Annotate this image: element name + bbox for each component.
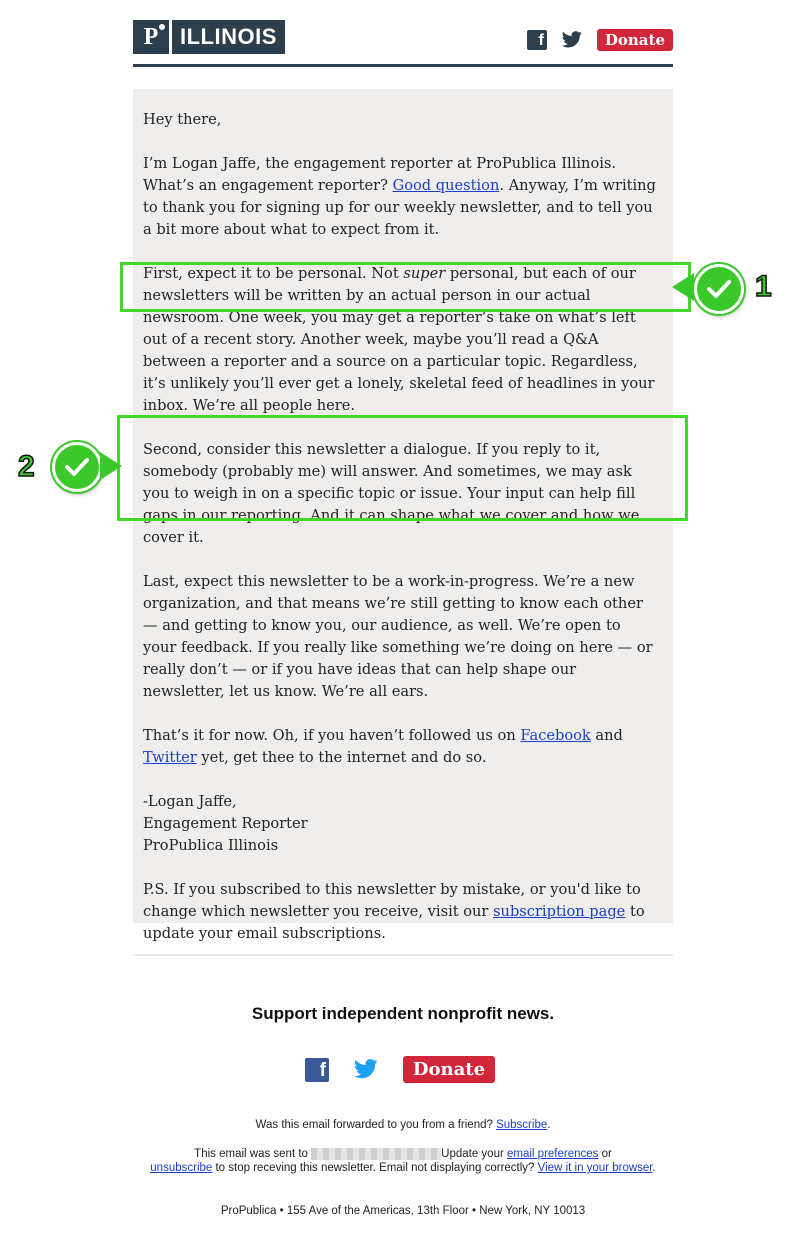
logo-mark-letter: P — [143, 23, 159, 50]
annotation-number-1: 1 — [755, 270, 772, 303]
ps-text-a: P.S. If you subscribed to this newsletter by mistake, or you'd like to change which newsletter you receive, visit our — [143, 881, 641, 920]
highlight-box-1 — [120, 262, 691, 312]
footer-donate-button[interactable]: Donate — [403, 1056, 495, 1083]
annotation-arrow-2 — [100, 452, 122, 480]
logo-dot — [159, 24, 165, 30]
twitter-link[interactable]: Twitter — [143, 749, 197, 766]
view-in-browser-link[interactable]: View it in your browser — [537, 1162, 653, 1174]
forwarded-text: Was this email forwarded to you from a friend? — [255, 1119, 497, 1131]
good-question-link[interactable]: Good question — [392, 177, 500, 194]
paragraph-dialogue: Second, consider this newsletter a dialogue. If you reply to it, somebody (probably me) will answer. And sometimes, we may ask you to weigh in on a specific topic or issue. Your input can help fill gaps in our reporting. And it can shape what we cover and how we cover it. — [143, 441, 640, 546]
checkmark-badge-2 — [52, 442, 102, 492]
highlight-box-2 — [117, 415, 688, 521]
propublica-logo-mark — [133, 20, 169, 54]
p2-text-b: personal, but each of our newsletters will be written by an actual person in our actual newsroom. One week, you may get a reporter’s take on what’s left out of a recent story. Another week, maybe you’ll read a Q&A between a reporter and a source on a particular topic. Regardless, it’s unlikely you’ll ever get a lonely, skeletal feed of headlines in your inbox. We’re all people here. — [143, 265, 655, 414]
facebook-icon[interactable] — [305, 1058, 329, 1082]
update-your-text: Update your — [441, 1148, 507, 1160]
signature-title: Engagement Reporter — [143, 815, 308, 832]
checkmark-badge-1 — [694, 264, 744, 314]
facebook-icon[interactable] — [527, 30, 547, 50]
mailing-address: ProPublica • 155 Ave of the Americas, 13th Floor • New York, NY 10013 — [220, 1205, 586, 1217]
propublica-illinois-logo[interactable] — [133, 20, 285, 54]
redacted-email — [311, 1148, 441, 1160]
signature — [143, 791, 658, 857]
paragraph-intro — [143, 153, 658, 241]
p5-text-a: That’s it for now. Oh, if you haven’t followed us on — [143, 727, 521, 744]
facebook-letter: f — [538, 32, 544, 49]
p5-text-b: yet, get thee to the internet and do so. — [196, 749, 487, 766]
forwarded-notice: Was this email forwarded to you from a friend? Subscribe. — [255, 1119, 551, 1131]
check-icon — [64, 456, 90, 478]
paragraph-follow — [143, 725, 658, 769]
annotation-arrow-1 — [672, 273, 694, 301]
signature-name: -Logan Jaffe, — [143, 793, 237, 810]
subscribe-link[interactable]: Subscribe — [496, 1119, 548, 1131]
header-donate-button[interactable]: Donate — [597, 29, 673, 51]
footer-divider — [133, 954, 673, 956]
signature-org: ProPublica Illinois — [143, 837, 279, 854]
paragraph-work-in-progress: Last, expect this newsletter to be a work-in-progress. We’re a new organization, and that means we’re still getting to know each other — and getting to know you, our audience, as well. We’re open to your feedback. If you really like something we’re doing on here — or really don’t — or if you have ideas that can help shape our newsletter, let us know. We’re all ears. — [143, 573, 653, 700]
twitter-icon[interactable] — [561, 31, 583, 49]
support-heading: Support independent nonprofit news. — [251, 1004, 555, 1023]
email-header — [133, 18, 673, 64]
postscript — [143, 879, 658, 945]
or-text: or — [598, 1148, 612, 1160]
check-icon — [706, 278, 732, 300]
ps-text-b: to update your email subscriptions. — [143, 903, 645, 942]
footer-social-links — [0, 1056, 800, 1083]
subscription-page-link[interactable]: subscription page — [493, 903, 626, 920]
twitter-icon[interactable] — [353, 1059, 379, 1080]
email-preferences-link[interactable]: email preferences — [507, 1148, 599, 1160]
facebook-link[interactable]: Facebook — [520, 727, 591, 744]
p2-text-a: First, expect it to be personal. Not — [143, 265, 404, 282]
p2-emphasis: super — [403, 265, 446, 282]
newsletter-text — [143, 109, 658, 967]
sent-to-text: This email was sent to — [194, 1148, 312, 1160]
logo-name: ILLINOIS — [172, 20, 285, 54]
stop-text: to stop receving this newsletter. Email not displaying correctly? — [212, 1162, 538, 1174]
facebook-letter: f — [319, 1059, 326, 1081]
p1-text-a: I’m Logan Jaffe, the engagement reporter at ProPublica Illinois. What’s an engagement reporter? — [143, 155, 617, 194]
email-sent-notice: This email was sent to Update your email preferences or unsubscribe to stop receving this newsletter. Email not displaying correctly? View it in your browser. — [150, 1148, 656, 1174]
header-divider — [133, 64, 673, 67]
p1-text-b: . Anyway, I’m writing to thank you for signing up for our weekly newsletter, and to tell you a bit more about what to expect from it. — [143, 177, 656, 238]
greeting: Hey there, — [143, 111, 222, 128]
annotation-number-2: 2 — [18, 450, 35, 483]
unsubscribe-link[interactable]: unsubscribe — [150, 1162, 213, 1174]
header-social-links — [527, 29, 673, 51]
p5-and: and — [590, 727, 623, 744]
